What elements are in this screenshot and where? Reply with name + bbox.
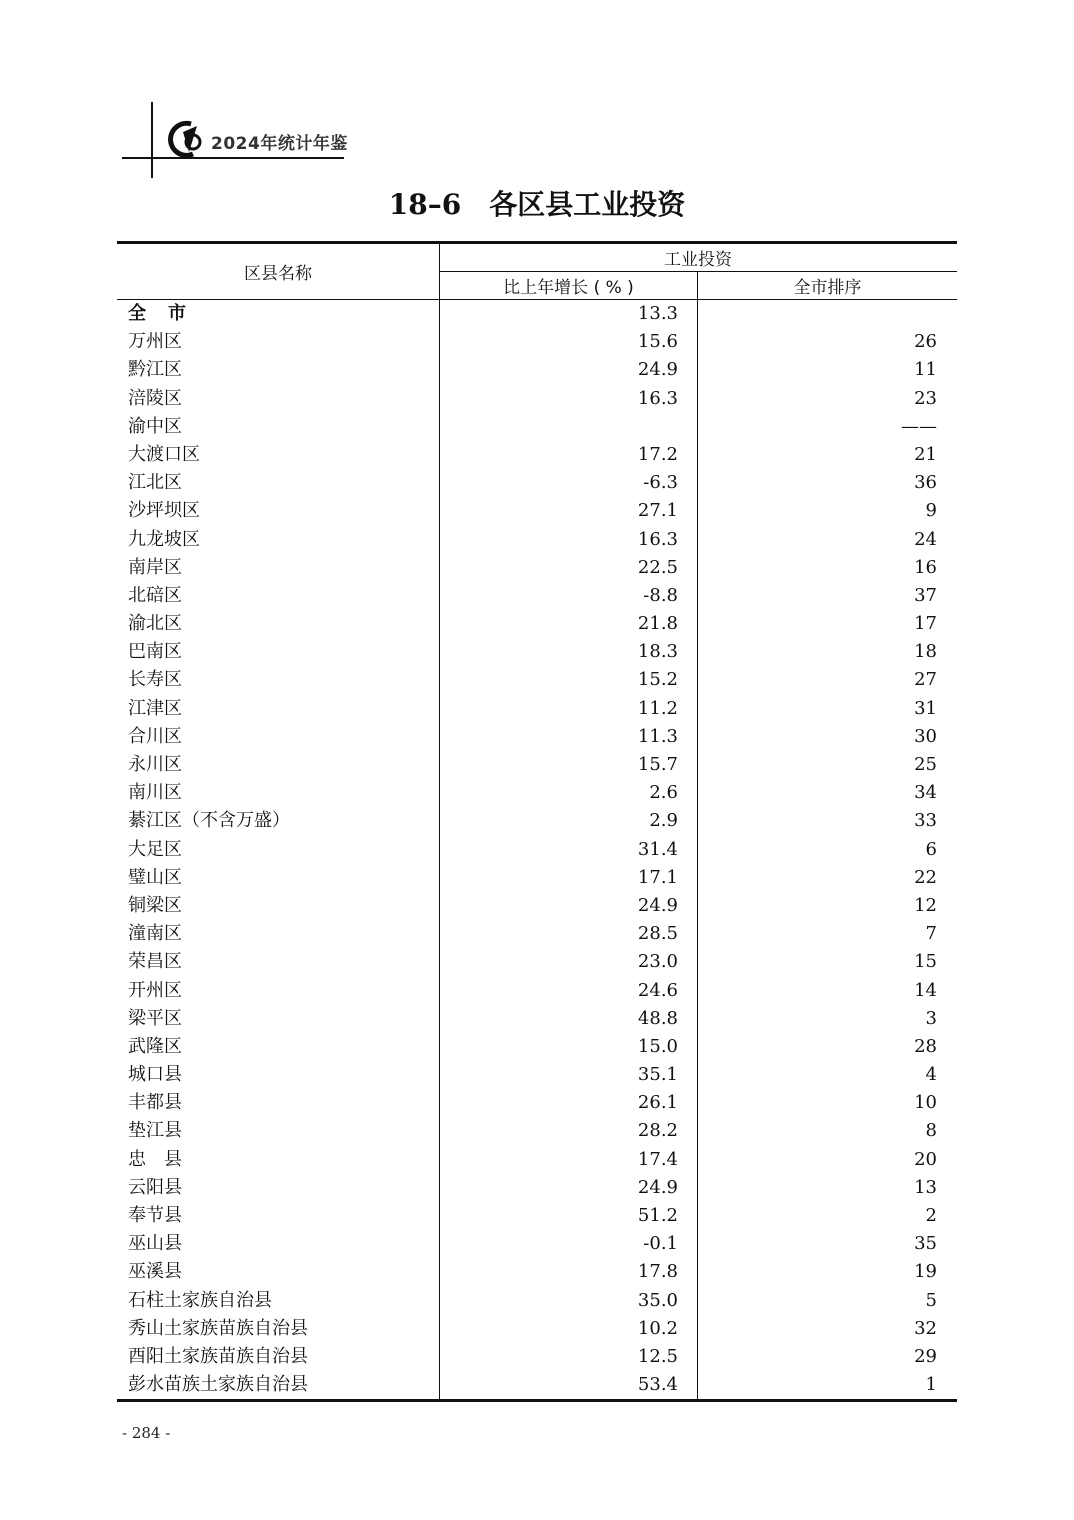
rank-value: 29 — [914, 1345, 937, 1367]
rank-value: 15 — [914, 951, 937, 973]
district-name: 奉节县 — [128, 1205, 182, 1226]
district-name: 梁平区 — [128, 1007, 182, 1029]
rank-value: 18 — [914, 641, 937, 663]
rank-value: 16 — [914, 556, 937, 578]
rank-value: 21 — [914, 443, 937, 465]
table-row — [117, 1343, 957, 1371]
rank-value: 5 — [925, 1289, 937, 1311]
growth-value: 15.0 — [637, 1035, 678, 1057]
rank-value: 34 — [914, 782, 937, 804]
table-row — [117, 1202, 957, 1230]
growth-value: 24.9 — [637, 359, 678, 381]
district-name: 全市 — [128, 303, 208, 324]
growth-value: 17.1 — [637, 866, 678, 888]
rank-value: 4 — [925, 1064, 937, 1086]
yearbook-logo-icon — [163, 118, 209, 160]
rank-value: 37 — [914, 584, 937, 606]
header-industrial-investment: 工业投资 — [664, 250, 732, 270]
table-row — [117, 638, 957, 666]
growth-value: 23.0 — [637, 951, 678, 973]
table-row — [117, 920, 957, 948]
table-row — [117, 723, 957, 751]
header-rank: 全市排序 — [793, 278, 862, 298]
district-name: 南岸区 — [128, 556, 182, 578]
growth-value: 10.2 — [637, 1317, 678, 1339]
table-row — [117, 300, 957, 328]
district-name: 巫溪县 — [128, 1261, 182, 1283]
table-row — [117, 356, 957, 384]
rank-value: 35 — [914, 1233, 937, 1255]
growth-value: 16.3 — [637, 528, 678, 550]
growth-value: 53.4 — [637, 1374, 678, 1396]
district-name: 江北区 — [128, 472, 182, 494]
header-horizontal-rule — [122, 157, 344, 159]
table-body — [117, 300, 957, 1399]
district-name: 潼南区 — [128, 923, 182, 945]
table-row — [117, 1315, 957, 1343]
growth-value: 2.9 — [649, 810, 678, 832]
growth-value: -0.1 — [643, 1233, 678, 1255]
district-name: 铜梁区 — [128, 894, 182, 916]
growth-value: 35.0 — [637, 1289, 678, 1311]
district-name: 沙坪坝区 — [128, 500, 200, 522]
growth-value: 24.6 — [637, 979, 678, 1001]
table-row — [117, 1174, 957, 1202]
rank-value: 23 — [914, 387, 937, 409]
growth-value: 22.5 — [637, 556, 678, 578]
yearbook-title: 2024年统计年鉴 — [211, 134, 348, 154]
page-title — [0, 183, 1074, 223]
district-name: 长寿区 — [128, 669, 182, 691]
page-number: - 284 - — [122, 1424, 171, 1442]
table-row — [117, 554, 957, 582]
growth-value: -6.3 — [643, 472, 678, 494]
district-name: 大渡口区 — [128, 443, 200, 465]
table-row — [117, 1089, 957, 1117]
header-vertical-rule — [151, 102, 153, 178]
table-row — [117, 469, 957, 497]
district-name: 璧山区 — [128, 866, 182, 888]
growth-value: 11.3 — [637, 725, 678, 747]
table-title: 各区县工业投资 — [489, 188, 686, 221]
rank-value: 22 — [914, 866, 937, 888]
table-row — [117, 582, 957, 610]
rank-value: 31 — [914, 697, 937, 719]
district-name: 彭水苗族土家族自治县 — [128, 1374, 308, 1396]
growth-value: 21.8 — [637, 613, 678, 635]
table-row — [117, 413, 957, 441]
table-row — [117, 1033, 957, 1061]
growth-value: 2.6 — [649, 782, 678, 804]
rank-value: 10 — [914, 1092, 937, 1114]
table-row — [117, 836, 957, 864]
growth-value: 35.1 — [637, 1064, 678, 1086]
district-name: 城口县 — [128, 1064, 182, 1086]
table-row — [117, 385, 957, 413]
district-name: 丰都县 — [128, 1092, 182, 1114]
rank-value: 11 — [914, 359, 937, 381]
rank-value: 13 — [914, 1176, 937, 1198]
table-row — [117, 1117, 957, 1145]
growth-value: 17.8 — [637, 1261, 678, 1283]
district-name: 武隆区 — [128, 1035, 182, 1057]
district-name: 渝中区 — [128, 415, 182, 437]
district-name: 云阳县 — [128, 1176, 182, 1198]
table-row — [117, 526, 957, 554]
table-row — [117, 497, 957, 525]
growth-value: 51.2 — [637, 1205, 678, 1226]
district-name: 黔江区 — [128, 359, 182, 381]
table-row — [117, 948, 957, 976]
rank-value: —— — [901, 415, 937, 437]
growth-value: 27.1 — [637, 500, 678, 522]
header-growth: 比上年增长 ( % ) — [503, 278, 634, 298]
table-header — [117, 244, 957, 299]
table-bottom-rule — [117, 1399, 957, 1402]
growth-value: -8.8 — [643, 584, 678, 606]
table-row — [117, 1061, 957, 1089]
growth-value: 12.5 — [637, 1345, 678, 1367]
district-name: 大足区 — [128, 838, 182, 860]
rank-value: 30 — [914, 725, 937, 747]
district-name: 涪陵区 — [128, 387, 182, 409]
district-name: 永川区 — [128, 754, 182, 775]
table-row — [117, 751, 957, 779]
rank-value: 17 — [914, 613, 937, 635]
district-name: 九龙坡区 — [128, 528, 200, 550]
rank-value: 14 — [914, 979, 937, 1001]
table-row — [117, 892, 957, 920]
table-row — [117, 441, 957, 469]
growth-value: 15.6 — [637, 331, 678, 353]
rank-value: 28 — [914, 1035, 937, 1057]
growth-value: 31.4 — [637, 838, 678, 860]
growth-value: 15.7 — [637, 754, 678, 775]
growth-value: 24.9 — [637, 1176, 678, 1198]
district-name: 垫江县 — [128, 1120, 182, 1142]
rank-value: 19 — [914, 1261, 937, 1283]
district-name: 北碚区 — [128, 584, 182, 606]
rank-value: 2 — [925, 1205, 937, 1226]
district-name: 合川区 — [128, 725, 182, 747]
table-row — [117, 328, 957, 356]
rank-value: 33 — [914, 810, 937, 832]
growth-value: 26.1 — [637, 1092, 678, 1114]
district-name: 万州区 — [128, 331, 182, 353]
investment-table — [117, 241, 957, 1402]
rank-value: 6 — [925, 838, 937, 860]
rank-value: 27 — [914, 669, 937, 691]
table-row — [117, 977, 957, 1005]
table-row — [117, 666, 957, 694]
table-row — [117, 864, 957, 892]
growth-value: 11.2 — [637, 697, 678, 719]
growth-value: 13.3 — [637, 303, 678, 324]
table-row — [117, 779, 957, 807]
district-name: 南川区 — [128, 782, 182, 804]
table-row — [117, 1287, 957, 1315]
rank-value: 7 — [925, 923, 937, 945]
table-row — [117, 1230, 957, 1258]
district-name: 酉阳土家族苗族自治县 — [128, 1345, 308, 1367]
rank-value: 12 — [914, 894, 937, 916]
growth-value: 18.3 — [637, 641, 678, 663]
growth-value: 16.3 — [637, 387, 678, 409]
growth-value: 28.2 — [637, 1120, 678, 1142]
growth-value: 17.4 — [637, 1148, 678, 1170]
growth-value: 15.2 — [637, 669, 678, 691]
header-district-name: 区县名称 — [244, 264, 312, 284]
growth-value — [439, 413, 678, 441]
table-number: 18–6 — [388, 188, 462, 221]
district-name: 巫山县 — [128, 1233, 182, 1255]
growth-value: 24.9 — [637, 894, 678, 916]
table-row — [117, 1146, 957, 1174]
rank-value: 24 — [914, 528, 937, 550]
table-row — [117, 695, 957, 723]
table-row — [117, 1258, 957, 1286]
growth-value: 17.2 — [637, 443, 678, 465]
district-name: 开州区 — [128, 979, 182, 1001]
district-name: 江津区 — [128, 697, 182, 719]
table-row — [117, 1005, 957, 1033]
rank-value — [698, 300, 937, 328]
growth-value: 48.8 — [637, 1007, 678, 1029]
district-name: 巴南区 — [128, 641, 182, 663]
rank-value: 26 — [914, 331, 937, 353]
rank-value: 32 — [914, 1317, 937, 1339]
district-name: 綦江区（不含万盛） — [128, 810, 290, 832]
rank-value: 1 — [925, 1374, 937, 1396]
district-name: 忠 县 — [128, 1148, 182, 1170]
rank-value: 9 — [925, 500, 937, 522]
district-name: 荣昌区 — [128, 951, 182, 973]
district-name: 渝北区 — [128, 613, 182, 635]
table-row — [117, 610, 957, 638]
rank-value: 8 — [925, 1120, 937, 1142]
district-name: 石柱土家族自治县 — [128, 1289, 272, 1311]
district-name: 秀山土家族苗族自治县 — [128, 1317, 308, 1339]
rank-value: 36 — [914, 472, 937, 494]
rank-value: 3 — [925, 1007, 937, 1029]
growth-value: 28.5 — [637, 923, 678, 945]
rank-value: 25 — [914, 754, 937, 775]
table-row — [117, 1371, 957, 1399]
rank-value: 20 — [914, 1148, 937, 1170]
table-row — [117, 807, 957, 835]
